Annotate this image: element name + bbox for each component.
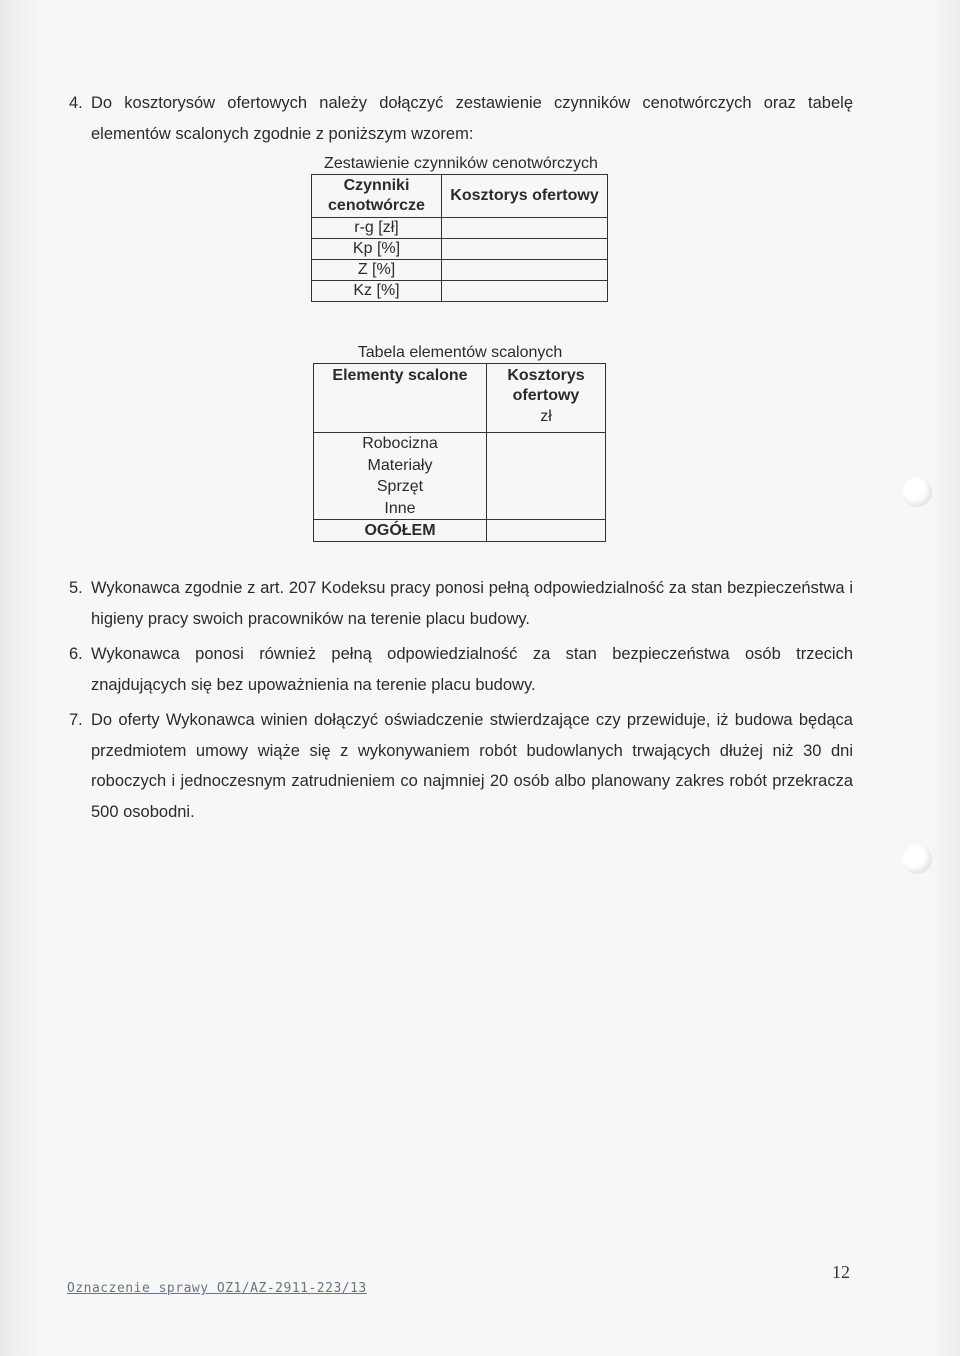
item-6 [69,639,853,700]
item-number: 6. [69,645,83,663]
table-row [312,218,608,239]
item-number: 4. [69,94,83,112]
header-elements [314,364,487,433]
table-row [312,281,608,302]
row-value [442,260,608,281]
table1-caption: Zestawienie czynników cenotwórczych [324,155,598,172]
item-number: 5. [69,579,83,597]
header-factors: Czynniki cenotwórcze [312,175,442,218]
table-header-row [314,364,606,433]
page-number: 12 [832,1262,850,1282]
list-item: Materiały [367,456,433,474]
page-edge-right [930,0,960,1356]
table-header-row [312,175,608,218]
elements-table [313,363,606,542]
punch-hole [902,477,932,507]
row-labels [314,433,487,520]
page-edge-left [0,0,40,1356]
row-value [442,239,608,260]
item-text: Do kosztorysów ofertowych należy dołączyć zestawienie czynników cenotwórczych oraz tabelę elementów scalonych zgodnie z poniższym wzorem: [91,94,853,143]
row-values [487,433,606,520]
row-value [442,281,608,302]
factors-table [311,174,608,302]
item-number: 7. [69,711,83,729]
list-item: Robocizna [362,435,438,452]
list-item: Sprzęt [376,478,424,495]
header-estimate-label: Kosztorys ofertowy [507,367,585,404]
header-estimate: Kosztorys ofertowy [442,175,608,218]
item-4 [69,88,853,149]
punch-hole [902,844,932,874]
row-value [442,218,608,239]
case-reference: Oznaczenie sprawy OZ1/AZ-2911-223/13 [67,1281,367,1296]
total-label: OGÓŁEM [314,520,487,542]
header-unit: zł [540,408,552,425]
table-row [312,260,608,281]
table-row [312,239,608,260]
table-row [314,433,606,520]
item-text: Wykonawca ponosi również pełną odpowiedzialność za stan bezpieczeństwa osób trzecich znajdujących się bez upoważnienia na terenie placu budowy. [91,645,853,694]
total-value [487,520,606,542]
list-item: Inne [384,499,416,517]
item-7 [69,705,853,827]
item-text: Wykonawca zgodnie z art. 207 Kodeksu pracy ponosi pełną odpowiedzialność za stan bezpieczeństwa i higieny pracy swoich pracowników na terenie placu budowy. [91,579,853,628]
table-total-row [314,520,606,542]
item-5 [69,573,853,634]
row-label: Kz [%] [312,281,442,302]
row-label: r-g [zł] [312,218,442,239]
header-estimate [487,364,606,433]
header-elements-label: Elementy scalone [332,367,468,384]
row-label: Z [%] [312,260,442,281]
row-label: Kp [%] [312,239,442,260]
item-text: Do oferty Wykonawca winien dołączyć oświadczenie stwierdzające czy przewiduje, iż budowa będąca przedmiotem umowy wiąże się z wykonywaniem robót budowlanych trwających dłużej niż 30 dni roboczych i jednoczesnym zatrudnieniem co najmniej 20 osób albo planowany zakres robót przekracza 500 osobodni. [91,711,853,821]
table2-caption: Tabela elementów scalonych [357,344,563,361]
